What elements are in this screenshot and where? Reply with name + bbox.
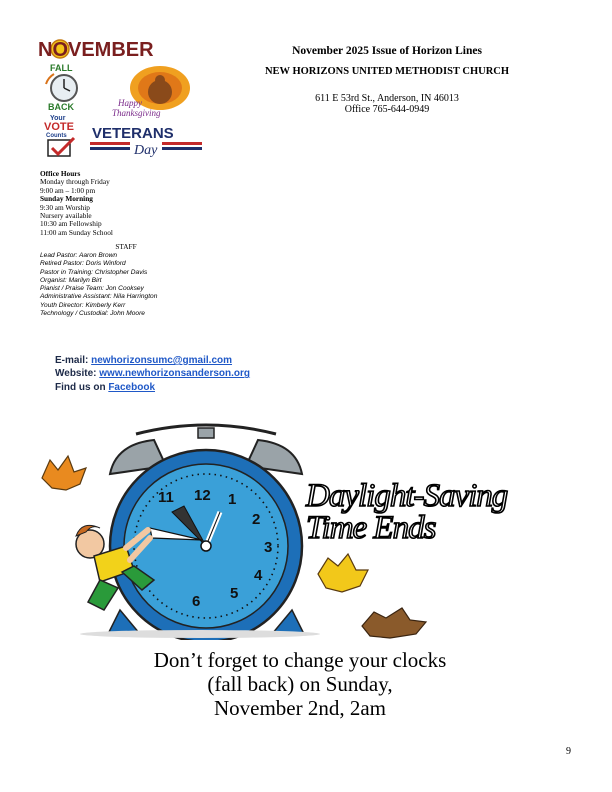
staff-member: Pianist / Praise Team: Jon Cooksey	[40, 285, 144, 293]
staff-member: Administrative Assistant: Nila Harrington	[40, 293, 158, 301]
office-hours-heading: Office Hours	[40, 169, 81, 178]
veterans-day-icon	[90, 124, 202, 158]
staff-member: Youth Director: Kimberly Kerr	[40, 301, 126, 309]
office-hours-line: 11:00 am Sunday School	[40, 227, 113, 237]
clock-number-11: 11	[158, 489, 174, 506]
email-line	[55, 354, 250, 367]
svg-text:Thanksgiving: Thanksgiving	[112, 108, 161, 118]
staff-heading: STAFF	[115, 242, 137, 251]
clock-number-6: 6	[192, 593, 201, 610]
contact-info	[55, 354, 250, 394]
brown-leaf-icon	[362, 608, 426, 638]
svg-text:FALL: FALL	[50, 63, 73, 73]
svg-text:Day: Day	[134, 143, 158, 158]
email-label: E-mail:	[55, 355, 92, 366]
clock-number-12: 12	[194, 487, 211, 504]
dst-title-line-2: Time Ends	[306, 510, 436, 546]
thanksgiving-turkey-icon	[98, 62, 198, 122]
office-hours	[40, 170, 220, 237]
facebook-link[interactable]: Facebook	[108, 381, 156, 393]
church-name: NEW HORIZONS UNITED METHODIST CHURCH	[264, 66, 510, 77]
clock-number-1: 1	[228, 491, 237, 508]
staff-member: Technology / Custodial: John Moore	[40, 310, 145, 318]
page-number: 9	[566, 746, 571, 757]
office-hours-line: 10:30 am Fellowship	[40, 219, 102, 229]
november-logo-text: NOVEMBER	[38, 39, 154, 60]
reminder-line-2: (fall back) on Sunday,	[207, 672, 393, 696]
issue-title: November 2025 Issue of Horizon Lines	[292, 45, 482, 57]
website-label: Website:	[55, 368, 100, 380]
reminder-line-1: Don’t forget to change your clocks	[153, 648, 447, 672]
staff-member: Retired Pastor: Doris Winford	[40, 260, 126, 268]
fall-back-clock-icon	[40, 62, 88, 112]
clock-number-4: 4	[254, 567, 263, 584]
website-link[interactable]: www.newhorizonsanderson.org	[99, 368, 251, 380]
reminder-line-3: November 2nd, 2am	[213, 696, 387, 720]
office-hours-line: 9:30 am Worship	[40, 202, 90, 212]
clock-change-reminder	[90, 648, 510, 720]
svg-text:Counts: Counts	[46, 133, 67, 139]
find-us-label: Find us on	[55, 381, 109, 393]
november-logo	[38, 38, 202, 60]
staff-member: Pastor in Training: Christopher Davis	[40, 268, 148, 276]
office-hours-line: Nursery available	[40, 211, 92, 221]
office-hours-line: Monday through Friday	[40, 177, 110, 187]
staff-member: Organist: Marilyn Birt	[40, 276, 102, 284]
orange-leaf-icon	[42, 456, 86, 490]
svg-text:Your: Your	[50, 115, 66, 122]
dst-title-line-1: Daylight-Saving	[306, 478, 508, 514]
office-hours-line: 9:00 am – 1:00 pm	[40, 185, 96, 195]
website-line	[55, 367, 250, 380]
church-phone: Office 765-644-0949	[344, 104, 430, 115]
vote-counts-icon	[40, 112, 85, 158]
clock-number-3: 3	[264, 539, 273, 556]
svg-text:BACK: BACK	[48, 102, 74, 112]
svg-text:VOTE: VOTE	[44, 121, 74, 133]
sunday-morning-heading: Sunday Morning	[40, 194, 93, 204]
staff-list	[40, 252, 240, 318]
church-address: 611 E 53rd St., Anderson, IN 46013	[315, 93, 459, 104]
yellow-leaf-icon	[318, 554, 368, 592]
svg-text:Happy: Happy	[118, 98, 142, 108]
clock-number-5: 5	[230, 585, 239, 602]
svg-text:VETERANS: VETERANS	[92, 125, 174, 142]
facebook-line	[55, 381, 250, 394]
staff-member: Lead Pastor: Aaron Brown	[40, 252, 118, 259]
clock-number-2: 2	[252, 511, 261, 528]
email-link[interactable]: newhorizonsumc@gmail.com	[91, 355, 233, 366]
